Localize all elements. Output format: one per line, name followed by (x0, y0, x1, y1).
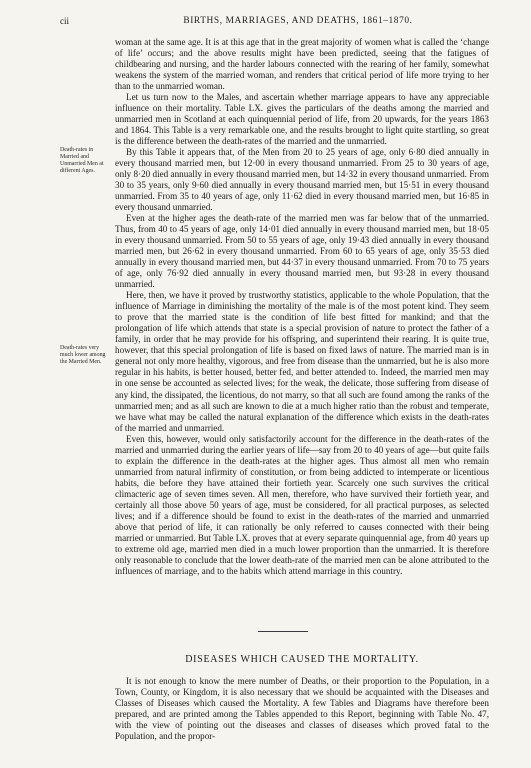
section-body (115, 676, 489, 742)
paragraph: woman at the same age. It is at this age that in the great majority of women what is called the ‘change of life’ occurs; and the above results might have been predicted, seeing that the fatigues of childbearing and nursing, and the harder labours connected with the rearing of her family, somewhat weakens the system of the married woman, and renders that critical period of life more trying to her than to the unmarried woman. (115, 37, 489, 92)
paragraph: Here, then, we have it proved by trustworthy statistics, applicable to the whole Population, that the influence of Marriage in diminishing the mortality of the male is of the most potent kind. They seem to prove that the married state is the condition of life best fitted for mankind; and that the prolongation of life which attends that state is a special provision of nature to protect the father of a family, in order that he may provide for his offspring, and superintend their rearing. It is quite true, however, that this special prolongation of life is based on fixed laws of nature. The married man is in general not only more healthy, vigorous, and free from disease than the unmarried, but he is also more regular in his habits, is better housed, better fed, and better attended to. Indeed, the married men may in one sense be accounted as selected lives; for the weak, the delicate, those suffering from disease of any kind, the dissipated, the licentious, do not marry, so that all such are found among the ranks of the unmarried men; and as all such are known to die at a much higher ratio than the robust and temperate, we have what may be called the natural explanation of the difference which exists in the death-rates of the married and unmarried. (115, 290, 489, 433)
page-number: cii (60, 16, 69, 26)
paragraph: Even at the higher ages the death-rate of the married men was far below that of the unmarried. Thus, from 40 to 45 years of age, only 14·01 died annually in every thousand married men, but 18·05 in every thousand unmarried. From 50 to 55 years of age, only 19·43 died annually in every thousand married men, but 26·62 in every thousand unmarried. From 60 to 65 years of age, only 35·53 died annually in every thousand married men, but 44·37 in every thousand unmarried. From 70 to 75 years of age, only 76·92 died annually in every thousand married men, but 93·28 in every thousand unmarried. (115, 213, 489, 290)
page-header (60, 16, 480, 30)
paragraph: Even this, however, would only satisfactorily account for the difference in the death-rates of the married and unmarried during the earlier years of life—say from 20 to 40 years of age—but quite fails to explain the difference in the death-rates at the higher ages. Thus almost all men who remain unmarried from natural infirmity of constitution, or from being addicted to intemperate or licentious habits, die before they have attained their fortieth year. Scarcely one such survives the critical climacteric age of seven times seven. All men, therefore, who have survived their fortieth year, and certainly all those above 50 years of age, must be considered, for all practical purposes, as selected lives; and if a difference should be found to exist in the death-rates of the married and unmarried above that period of life, it can rationally be only referred to causes connected with their being married or unmarried. But Table LX. proves that at every separate quinquennial age, from 40 years up to extreme old age, married men died in a much lower proportion than the unmarried. It is therefore only reasonable to conclude that the lower death-rate of the married men can be alone attributed to the influences of marriage, and to the habits which attend marriage in this country. (115, 433, 489, 576)
margin-note-death-rates-married-unmarried: Death-rates in Married and Unmarried Men at different Ages. (60, 147, 104, 174)
running-title: BIRTHS, MARRIAGES, AND DEATHS, 1861–1870. (183, 16, 413, 26)
margin-note-death-rates-lower-married: Death-rates very much lower among the Married Men. (60, 345, 106, 365)
paragraph: By this Table it appears that, of the Men from 20 to 25 years of age, only 6·80 died annually in every thousand married men, but 12·00 in every thousand unmarried. From 25 to 30 years of age, only 8·20 died annually in every thousand married men, but 14·32 in every thousand unmarried. From 30 to 35 years, only 9·60 died annually in every thousand married men, but 15·51 in every thousand unmarried. From 35 to 40 years of age, only 11·62 died in every thousand married men, but 16·85 in every thousand unmarried. (115, 147, 489, 213)
paragraph: Let us turn now to the Males, and ascertain whether marriage appears to have any appreciable influence on their mortality. Table LX. gives the particulars of the deaths among the married and unmarried men in Scotland at each quinquennial period of life, from 20 upwards, for the years 1863 and 1864. This Table is a very remarkable one, and the results brought to light quite startling, so great is the difference between the death-rates of the married and the unmarried. (115, 92, 489, 147)
section-divider (258, 631, 308, 632)
section-heading: DISEASES WHICH CAUSED THE MORTALITY. (185, 654, 419, 665)
body-text (115, 37, 489, 577)
paragraph: It is not enough to know the mere number of Deaths, or their proportion to the Population, in a Town, County, or Kingdom, it is also necessary that we should be acquainted with the Diseases and Classes of Diseases which caused the Mortality. A few Tables and Diagrams have therefore been prepared, and are printed among the Tables appended to this Report, beginning with Table No. 47, with the view of pointing out the diseases and classes of diseases which proved fatal to the Population, and the propor- (115, 676, 489, 742)
